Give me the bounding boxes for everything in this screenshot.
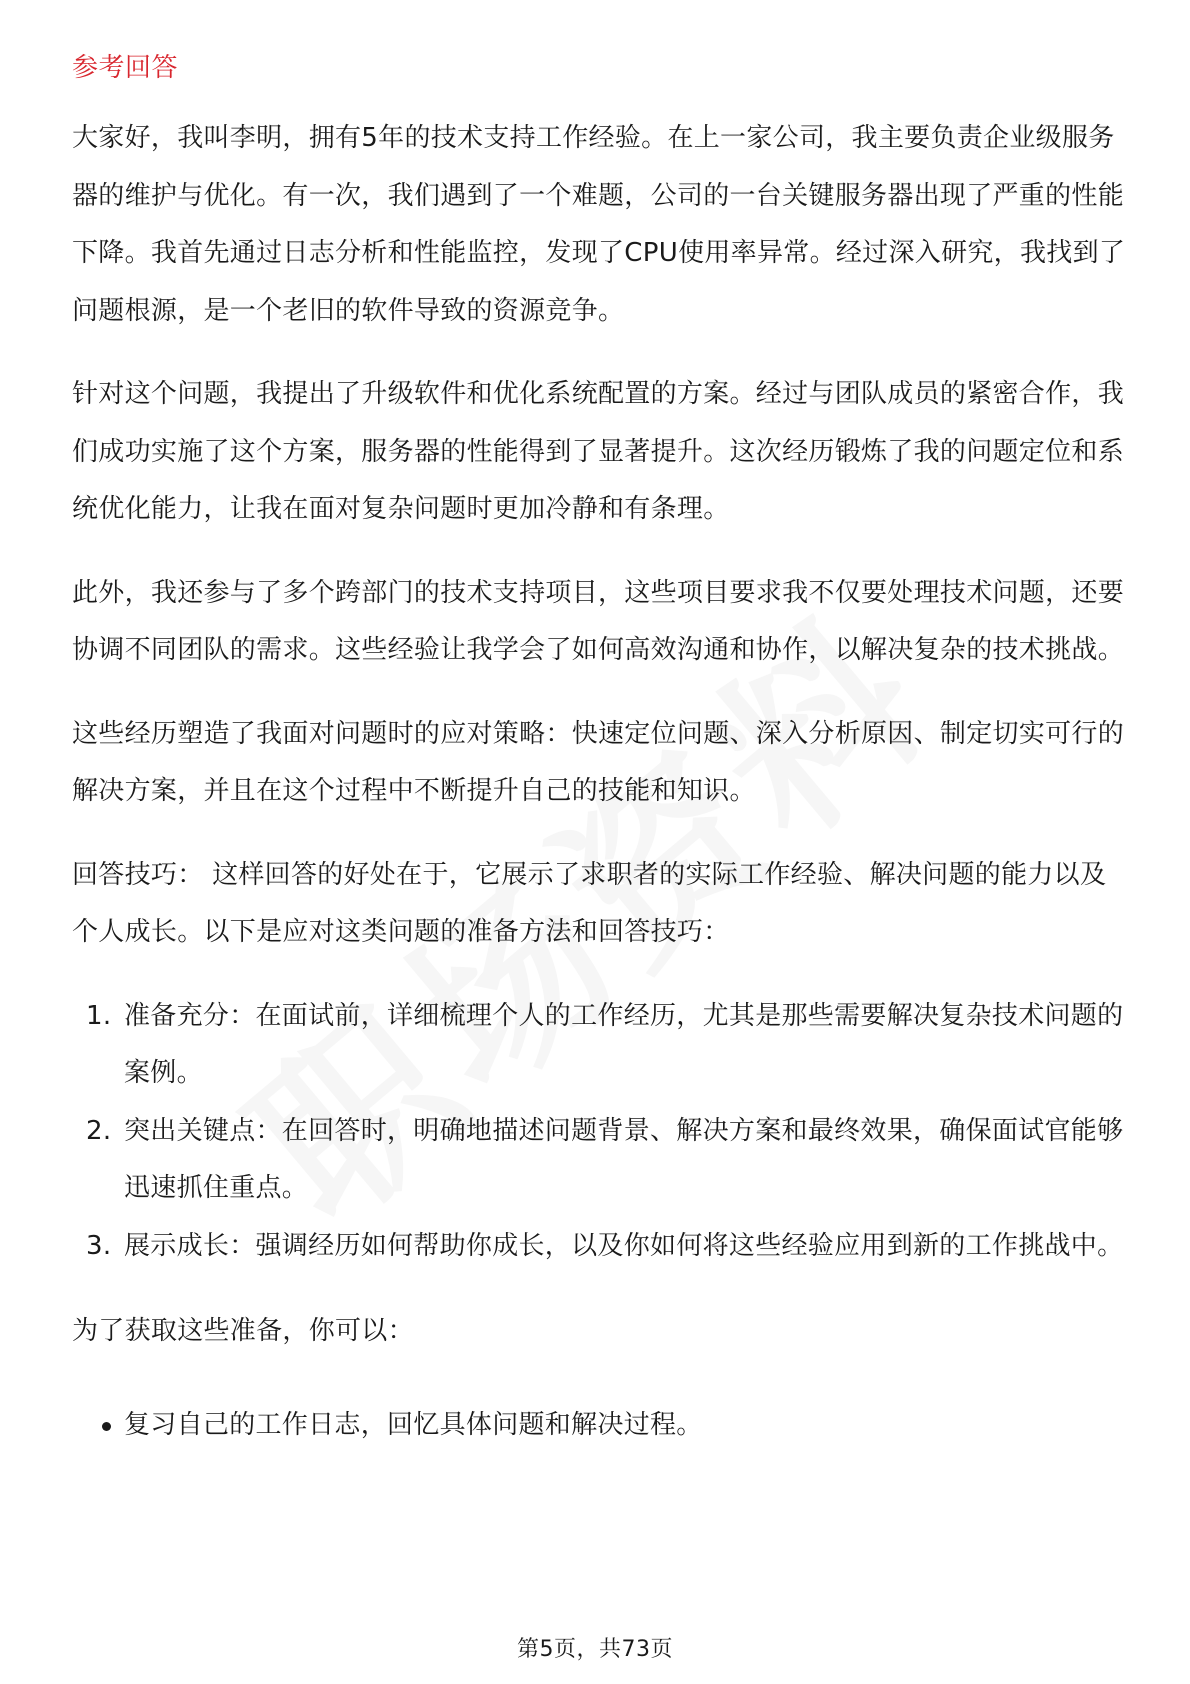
paragraph-intro: 大家好，我叫李明，拥有5年的技术支持工作经验。在上一家公司，我主要负责企业级服务器的维护与优化。有一次，我们遇到了一个难题，公司的一台关键服务器出现了严重的性能下降。我首先通过日志分析和性能监控，发现了CPU使用率异常。经过深入研究，我找到了问题根源，是一个老旧的软件导致的资源竞争。	[72, 123, 1126, 326]
paragraph-solution: 针对这个问题，我提出了升级软件和优化系统配置的方案。经过与团队成员的紧密合作，我们成功实施了这个方案，服务器的性能得到了显著提升。这次经历锻炼了我的问题定位和系统优化能力，让我在面对复杂问题时更加冷静和有条理。	[72, 379, 1125, 524]
list-item	[72, 1397, 1132, 1455]
list-item-text: 准备充分：在面试前，详细梳理个人的工作经历，尤其是那些需要解决复杂技术问题的案例。	[124, 1000, 1124, 1088]
prep-list	[72, 1397, 1132, 1455]
list-item	[72, 1103, 1132, 1218]
page-number: 第5页，共73页	[517, 1637, 673, 1662]
list-item	[72, 988, 1132, 1103]
list-item-number: 1.	[86, 1000, 112, 1031]
bullet-icon	[102, 1422, 111, 1431]
tips-list	[72, 988, 1132, 1276]
paragraph-cross-team: 此外，我还参与了多个跨部门的技术支持项目，这些项目要求我不仅要处理技术问题，还要协调不同团队的需求。这些经验让我学会了如何高效沟通和协作，以解决复杂的技术挑战。	[72, 577, 1125, 665]
paragraph-strategy: 这些经历塑造了我面对问题时的应对策略：快速定位问题、深入分析原因、制定切实可行的解决方案，并且在这个过程中不断提升自己的技能和知识。	[72, 718, 1125, 806]
list-item-text: 突出关键点：在回答时，明确地描述问题背景、解决方案和最终效果，确保面试官能够迅速抓住重点。	[124, 1115, 1124, 1203]
list-item-text: 展示成长：强调经历如何帮助你成长，以及你如何将这些经验应用到新的工作挑战中。	[124, 1230, 1124, 1261]
paragraph-prep-intro: 为了获取这些准备，你可以：	[72, 1316, 414, 1346]
document-content	[72, 48, 1132, 1454]
section-title: 参考回答	[72, 53, 179, 83]
paragraph-answer-tips: 回答技巧： 这样回答的好处在于，它展示了求职者的实际工作经验、解决问题的能力以及个人成长。以下是应对这类问题的准备方法和回答技巧：	[72, 859, 1107, 947]
list-item-number: 3.	[86, 1230, 112, 1261]
list-item-number: 2.	[86, 1115, 112, 1146]
list-item	[72, 1218, 1132, 1276]
list-item-text: 复习自己的工作日志，回忆具体问题和解决过程。	[124, 1409, 703, 1440]
